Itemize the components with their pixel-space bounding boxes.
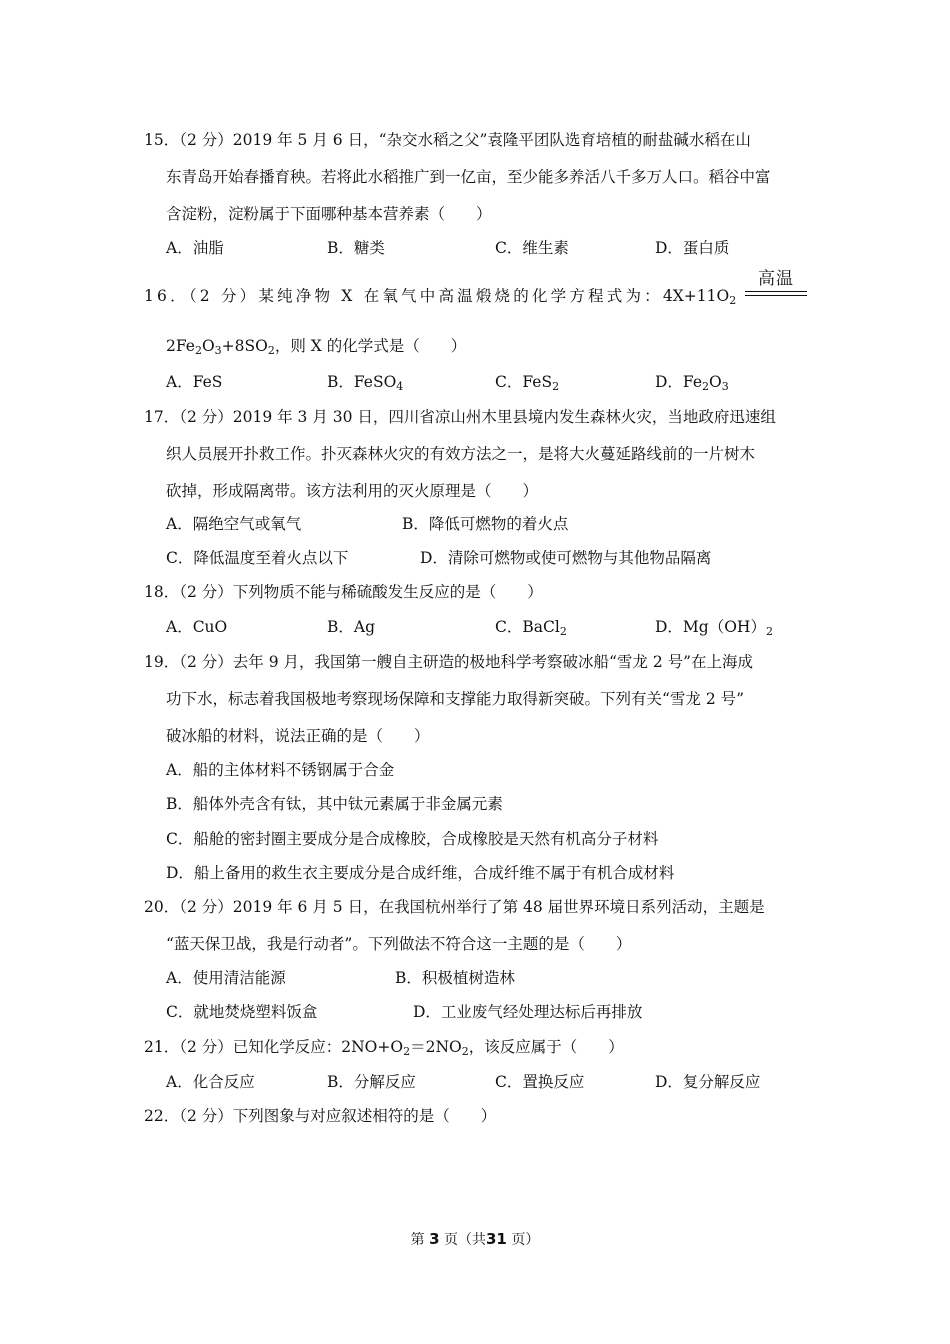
q21-option-b: B．分解反应 [327, 1073, 416, 1091]
total-pages: 31 [486, 1230, 507, 1248]
q17-stem-line-2: 织人员展开扑救工作。扑灭森林火灾的有效方法之一，是将大火蔓延路线前的一片树木 [166, 445, 756, 463]
q18-option-b: B．Ag [327, 618, 376, 636]
q20-stem-line-2: “蓝天保卫战，我是行动者”。下列做法不符合这一主题的是（ ） [166, 935, 632, 953]
q15-option-c: C．维生素 [495, 239, 569, 257]
equals-sign-top-bar [745, 291, 807, 292]
q16-option-b-subscript: 4 [396, 380, 404, 393]
footer-prefix: 第 [410, 1232, 425, 1248]
q16-option-b-text: B．FeSO [327, 373, 397, 391]
reaction-condition [745, 264, 807, 294]
q15-option-b: B．糖类 [327, 239, 385, 257]
q19-option-b: B．船体外壳含有钛，其中钛元素属于非金属元素 [166, 795, 503, 813]
footer-middle: 页（共 [444, 1232, 486, 1248]
q18-option-a: A．CuO [166, 618, 228, 636]
equals-sign-bottom-bar [745, 295, 807, 296]
q19-stem-line-2: 功下水，标志着我国极地考察现场保障和支撑能力取得新突破。下列有关“雪龙 2 号” [166, 690, 745, 708]
q16-option-d [655, 370, 729, 392]
q20-stem-line-1: 20．（2 分）2019 年 6 月 5 日，在我国杭州举行了第 48 届世界环境日系列活动，主题是 [144, 898, 765, 916]
q16-option-c [495, 370, 559, 392]
q16-option-d-subscript-1: 2 [702, 380, 710, 393]
q21-stem-line-1 [144, 1035, 624, 1057]
q20-option-d: D．工业废气经处理达标后再排放 [413, 1003, 643, 1021]
q15-stem-line-3: 含淀粉，淀粉属于下面哪种基本营养素（ ） [166, 205, 492, 223]
q19-stem-line-3: 破冰船的材料，说法正确的是（ ） [166, 727, 430, 745]
q16-product-sub-2: 3 [214, 344, 222, 357]
q21-subscript-1: 2 [403, 1045, 411, 1058]
q19-option-d: D．船上备用的救生衣主要成分是合成纤维，合成纤维不属于有机合成材料 [166, 864, 675, 882]
q15-stem-line-1: 15．（2 分）2019 年 5 月 6 日，“杂交水稻之父”袁隆平团队选育培植的耐盐碱水稻在山 [144, 131, 751, 149]
q21-stem-text-c: ，该反应属于（ ） [468, 1038, 624, 1056]
q16-option-c-subscript: 2 [552, 380, 560, 393]
q16-formula-left [663, 287, 736, 305]
q16-question-text: ，则 X 的化学式是（ ） [274, 337, 467, 355]
q17-option-c: C．降低温度至着火点以下 [166, 549, 349, 567]
q16-stem-line-2 [166, 334, 466, 356]
q21-option-a: A．化合反应 [166, 1073, 255, 1091]
q18-stem-line-1: 18．（2 分）下列物质不能与稀硫酸发生反应的是（ ） [144, 583, 543, 601]
q16-stem-text: 16．（2 分）某纯净物 X 在氧气中高温煅烧的化学方程式为： [144, 287, 663, 305]
q21-stem-text-a: 21．（2 分）已知化学反应：2NO+O [144, 1038, 404, 1056]
q18-option-c-subscript: 2 [559, 625, 567, 638]
q15-option-a: A．油脂 [166, 239, 224, 257]
q17-stem-line-3: 砍掉，形成隔离带。该方法利用的灭火原理是（ ） [166, 482, 539, 500]
q16-product-sub-3: 2 [267, 344, 275, 357]
page-number: 3 [429, 1230, 440, 1248]
q18-option-c-text: C．BaCl [495, 618, 560, 636]
q17-option-b: B．降低可燃物的着火点 [402, 515, 569, 533]
q18-option-d [655, 615, 773, 637]
q17-option-a: A．隔绝空气或氧气 [166, 515, 302, 533]
q22-stem-line-1: 22．（2 分）下列图象与对应叙述相符的是（ ） [144, 1107, 497, 1125]
q21-option-d: D．复分解反应 [655, 1073, 761, 1091]
q21-option-c: C．置换反应 [495, 1073, 585, 1091]
q20-option-b: B．积极植树造林 [395, 969, 515, 987]
q16-option-a: A．FeS [166, 373, 223, 391]
page-footer [0, 1229, 950, 1249]
q16-stem-line-1 [144, 284, 736, 306]
q16-option-d-text: D．Fe [655, 373, 703, 391]
q16-formula-reactants: 4X+11O [662, 287, 730, 305]
q16-option-d-o: O [709, 373, 722, 391]
q19-stem-line-1: 19．（2 分）去年 9 月，我国第一艘自主研造的极地科学考察破冰船“雪龙 2 号”在上海成 [144, 653, 754, 671]
q20-option-c: C．就地焚烧塑料饭盒 [166, 1003, 318, 1021]
q18-option-d-text: D．Mg（OH） [655, 618, 766, 636]
reaction-condition-label: 高温 [758, 269, 794, 289]
q16-formula-subscript: 2 [729, 294, 737, 307]
q16-option-d-subscript-2: 3 [721, 380, 729, 393]
q16-product-fe: 2Fe [166, 337, 195, 355]
q21-stem-text-b: ＝2NO [410, 1038, 462, 1056]
footer-suffix: 页） [511, 1232, 540, 1248]
q16-option-c-text: C．FeS [495, 373, 553, 391]
q17-stem-line-1: 17．（2 分）2019 年 3 月 30 日，四川省凉山州木里县境内发生森林火灾，当地政府迅速组 [144, 408, 776, 426]
q19-option-c: C．船舱的密封圈主要成分是合成橡胶，合成橡胶是天然有机高分子材料 [166, 830, 659, 848]
q18-option-d-subscript: 2 [765, 625, 773, 638]
q16-product-o: O [201, 337, 215, 355]
q21-subscript-2: 2 [461, 1045, 469, 1058]
q16-product-so: +8SO [221, 337, 268, 355]
q16-option-b [327, 370, 403, 392]
q16-product-sub-1: 2 [194, 344, 202, 357]
q19-option-a: A．船的主体材料不锈钢属于合金 [166, 761, 395, 779]
q18-option-c [495, 615, 567, 637]
q15-stem-line-2: 东青岛开始春播育秧。若将此水稻推广到一亿亩，至少能多养活八千多万人口。稻谷中富 [166, 168, 771, 186]
q15-option-d: D．蛋白质 [655, 239, 730, 257]
q20-option-a: A．使用清洁能源 [166, 969, 286, 987]
q17-option-d: D．清除可燃物或使可燃物与其他物品隔离 [420, 549, 712, 567]
